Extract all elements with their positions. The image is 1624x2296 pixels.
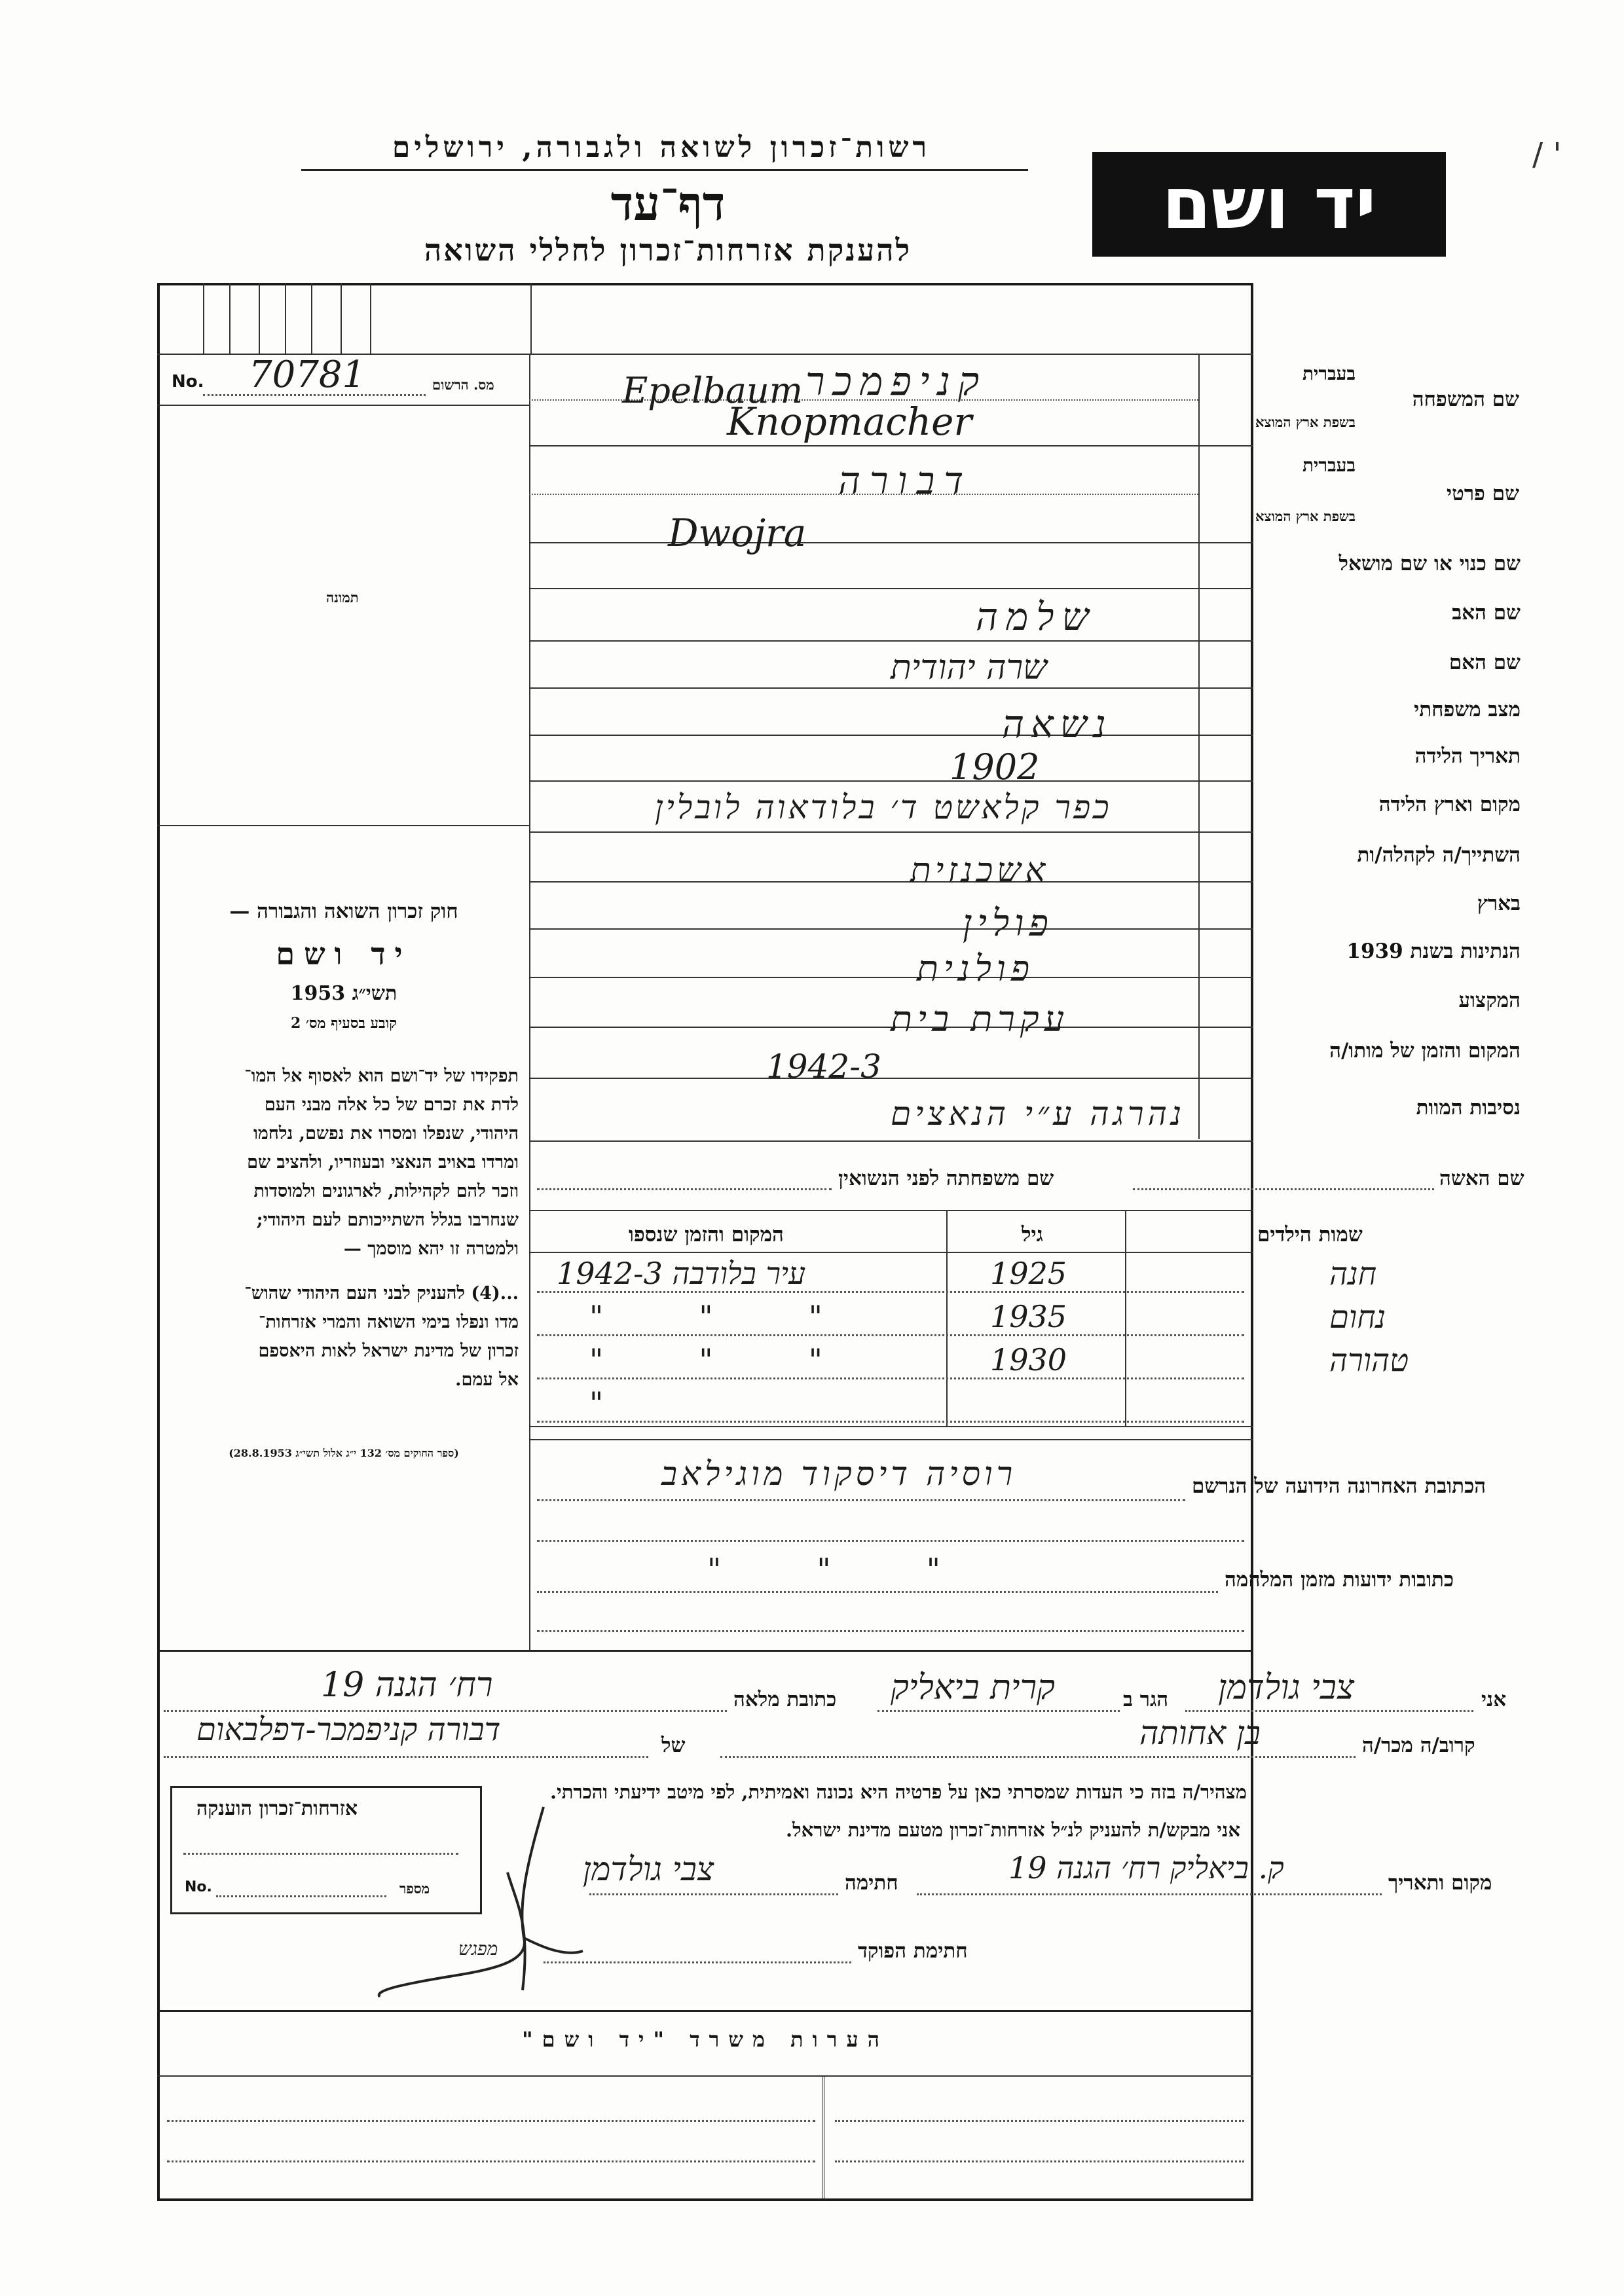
left-column-border	[529, 354, 530, 1650]
photo-label: תמונה	[326, 589, 359, 606]
stamp-no-label: No.	[185, 1879, 212, 1895]
divider	[157, 825, 530, 826]
notes-dotline	[835, 2160, 1244, 2162]
war-address-ditto: " " "	[707, 1552, 940, 1587]
divider	[529, 1426, 1253, 1427]
officer-signature-label: חתימת הפוקד	[858, 1939, 968, 1963]
law-title: חוק זכרון השואה והגבורה —	[229, 900, 458, 923]
stamp-box-title: אזרחות־זכרון הוענקה	[196, 1797, 358, 1820]
notes-title: הערות משרד "יד ושם"	[521, 2027, 889, 2052]
maiden-dotline	[537, 1188, 832, 1190]
relation-value: בן אחותה	[1139, 1714, 1261, 1752]
children-row-dotline	[537, 1334, 1244, 1336]
child-death-place: " " "	[589, 1299, 822, 1334]
law-year: תשי״ג 1953	[290, 982, 397, 1005]
children-col-divider	[946, 1210, 948, 1426]
address-dotline	[537, 1540, 1244, 1542]
last-address-label: הכתובת האחרונה הידועה של הנרשם	[1192, 1474, 1486, 1498]
section-divider	[157, 1650, 1253, 1652]
law-name: יד ושם	[276, 936, 412, 972]
profession: עקרת בית	[891, 998, 1070, 1040]
row-divider	[529, 542, 1253, 543]
registration-no-label: No.	[172, 372, 204, 392]
officer-mark: מפגש	[458, 1938, 498, 1959]
child-age: 1935	[990, 1299, 1067, 1334]
children-header-divider	[529, 1252, 1253, 1253]
row-divider	[529, 881, 1253, 883]
law-line: וזכר להם לקהילות, לארגונים ולמוסדות	[253, 1181, 519, 1201]
place-date-dotline	[917, 1893, 1382, 1895]
child-name: חנה	[1329, 1256, 1377, 1292]
wife-dotline	[1133, 1188, 1434, 1190]
signature-value: צבי גולדמן	[583, 1850, 714, 1888]
child-name: טהורה	[1329, 1342, 1409, 1379]
law-line: תפקידו של יד־ושם הוא לאסוף אל המו־	[244, 1066, 519, 1086]
law-line: ומרדו באויב הנאצי ובעוזריו, ולהציב שם	[247, 1152, 519, 1173]
marital-status-label: מצב משפחתי	[1414, 698, 1521, 721]
relation-label: קרוב/ה מכר/ה	[1362, 1734, 1475, 1757]
law-citation: (ספר החוקים מס׳ 132 י״ג אלול תשי״ג 28.8.1953)	[229, 1447, 459, 1459]
maiden-name-label: שם משפחתה לפני הנשואין	[838, 1167, 1054, 1190]
war-addresses-label: כתובות ידועות מזמן המלחמה	[1225, 1568, 1454, 1592]
war-address-dotline	[537, 1591, 1218, 1593]
first-name-label: שם פרטי	[1446, 482, 1519, 505]
child-age: 1930	[990, 1342, 1067, 1377]
first-name-hebrew: דבורה	[838, 458, 973, 503]
notes-column-divider	[822, 2075, 824, 2201]
of-value: דבורה קניפמכר-דפלבאום	[196, 1711, 501, 1748]
father-name: שלמה	[976, 594, 1097, 639]
cell-divider	[259, 283, 260, 354]
community: אשכנזית	[910, 851, 1050, 890]
divider	[157, 405, 530, 406]
mother-name: שרה יהודית	[891, 648, 1047, 687]
row-divider	[529, 928, 1253, 930]
father-label: שם האב	[1452, 601, 1521, 625]
row-divider	[529, 445, 1253, 446]
law-line: היהודי, שנפלו ומסרו את נפשם, נלחמו	[253, 1123, 519, 1144]
cell-divider	[370, 283, 371, 354]
mother-label: שם האם	[1449, 651, 1521, 674]
row-divider	[529, 588, 1253, 589]
declaration-request: אני מבקש/ת להעניק לנ״ל אזרחות־זכרון מטעם מדינת ישראל.	[786, 1819, 1240, 1841]
marital-status: נשאה	[1002, 702, 1113, 746]
death-date: 1942-3	[766, 1048, 881, 1085]
cell-divider	[203, 283, 204, 354]
profession-label: המקצוע	[1458, 989, 1521, 1012]
law-line: לדת את זכרם של כל אלה מבני העם	[264, 1095, 519, 1115]
address-value: רח׳ הגנה 19	[321, 1666, 493, 1705]
stamp-no-dotline	[216, 1895, 386, 1897]
cell-divider	[341, 283, 342, 354]
divider	[529, 1210, 1253, 1211]
family-name-hebrew-sublabel: בעברית	[1302, 363, 1356, 384]
birth-date: 1902	[950, 746, 1040, 788]
relation-dotline	[720, 1756, 1356, 1758]
family-name-hebrew: קניפמכר	[805, 359, 987, 405]
address-label: כתובת מלאה	[733, 1688, 837, 1711]
death-circumstances-label: נסיבות המוות	[1416, 1096, 1521, 1120]
row-divider	[529, 735, 1253, 736]
law-line: ...(4) להעניק לבני העם היהודי שהוש־	[244, 1283, 519, 1303]
child-death-place: "	[589, 1385, 604, 1421]
of-label: של	[661, 1734, 686, 1757]
notes-divider	[157, 2075, 1253, 2077]
resides-dotline	[877, 1710, 1120, 1712]
cell-divider	[311, 283, 312, 354]
corner-mark: / '	[1532, 136, 1562, 173]
citizenship-label: הנתינות בשנת 1939	[1346, 939, 1521, 963]
row-divider	[529, 1078, 1253, 1079]
resides-value: קרית ביאליק	[891, 1668, 1055, 1707]
declarant-dotline	[1185, 1710, 1473, 1712]
family-name-latin-2: Knopmacher	[727, 399, 972, 444]
page-subtitle: להענקת אזרחות־זכרון לחללי השואה	[424, 232, 912, 268]
law-line: שנחרבו בגלל השתייכותם לעם היהודי;	[256, 1210, 519, 1230]
place-date-value: ק. ביאליק רח׳ הגנה 19	[1008, 1850, 1284, 1886]
first-name-hebrew-sublabel: בעברית	[1302, 454, 1356, 476]
authority-underline	[301, 169, 1028, 171]
yad-vashem-logo: יד ושם	[1092, 152, 1446, 257]
country: פולין	[963, 902, 1054, 945]
children-col-divider	[1125, 1210, 1126, 1426]
divider	[529, 1140, 1253, 1142]
death-place-time-header: המקום והזמן שנספו	[629, 1223, 784, 1247]
divider	[529, 1439, 1253, 1440]
declarant-name: צבי גולדמן	[1218, 1668, 1355, 1707]
children-row-dotline	[537, 1377, 1244, 1379]
row-divider	[529, 831, 1253, 833]
birth-place-label: מקום וארץ הלידה	[1378, 793, 1521, 816]
row-divider	[529, 977, 1253, 978]
law-line: מדו ונפלו בימי השואה והמרי אזרחות־	[258, 1312, 519, 1332]
signature-dotline	[589, 1893, 838, 1895]
row-divider	[529, 640, 1253, 642]
notes-dotline	[167, 2120, 815, 2122]
signature-label: חתימה	[845, 1871, 898, 1895]
stamp-dotline	[183, 1853, 458, 1855]
authority-name: רשות־זכרון לשואה ולגבורה, ירושלים	[392, 131, 931, 164]
law-line: זכרון של מדינת ישראל לאות היאספם	[258, 1341, 519, 1361]
of-dotline	[164, 1756, 648, 1758]
nickname-label: שם כנוי או שם מושאל	[1338, 552, 1521, 575]
family-name-label: שם המשפחה	[1412, 388, 1519, 411]
child-death-place: " " "	[589, 1342, 822, 1377]
notes-dotline	[167, 2160, 815, 2162]
row-divider	[529, 780, 1253, 782]
law-clause: קובע בסעיף מס׳ 2	[290, 1015, 397, 1032]
birth-place: כפר קלאשט ד׳ בלודאוה לובלין	[655, 788, 1112, 826]
notes-dotline	[835, 2120, 1244, 2122]
family-name-origin-sublabel: בשפת ארץ המוצא	[1255, 414, 1356, 430]
label-column-border	[1198, 354, 1200, 1139]
community-label: השתייך/ה לקהלה/ות	[1357, 843, 1521, 867]
children-names-header: שמות הילדים	[1257, 1223, 1363, 1247]
first-name-latin: Dwojra	[668, 511, 807, 555]
cell-divider	[530, 283, 532, 354]
birth-date-label: תאריך הלידה	[1414, 744, 1521, 768]
age-header: גיל	[1022, 1223, 1043, 1247]
family-name-latin-1: Epelbaum	[622, 370, 803, 411]
declarant-label: אני	[1481, 1688, 1507, 1711]
children-row-dotline	[537, 1421, 1244, 1423]
wife-name-label: שם האשה	[1439, 1167, 1524, 1190]
first-name-origin-sublabel: בשפת ארץ המוצא	[1255, 508, 1356, 524]
row-divider	[529, 687, 1253, 689]
declaration-statement: מצהיר/ה בזה כי העדות שמסרתי כאן על פרטיה היא נכונה ואמיתית, לפי מיטב ידיעתי והכרתי.	[550, 1781, 1247, 1803]
place-date-label: מקום ותאריך	[1388, 1871, 1492, 1895]
page-title: דף־עד	[610, 175, 726, 231]
last-address-dotline	[537, 1499, 1185, 1501]
resides-label: הגר ב	[1123, 1688, 1169, 1711]
death-place-time-label: המקום והזמן של מותו/ה	[1329, 1039, 1521, 1063]
country-label: בארץ	[1477, 892, 1521, 915]
child-age: 1925	[990, 1256, 1067, 1291]
registration-label: מס. הרשום	[432, 376, 494, 393]
registration-number: 70781	[249, 354, 366, 396]
cell-divider	[229, 283, 231, 354]
war-address-dotline-2	[537, 1630, 1244, 1632]
child-name: נחום	[1329, 1299, 1386, 1336]
law-line: אל עמם.	[455, 1370, 519, 1390]
law-line: ולמטרה זו יהא מוסמך —	[343, 1239, 519, 1259]
cell-divider	[285, 283, 286, 354]
last-address: רוסיה דיסקוד מוגילאב	[661, 1455, 1017, 1493]
children-row-dotline	[537, 1291, 1244, 1293]
citizenship: פולנית	[917, 948, 1035, 989]
child-death-place: עיר בלודבה 1942-3	[557, 1256, 806, 1291]
stamp-number-label: מספר	[399, 1880, 430, 1897]
death-circumstances: נהרגה ע״י הנאצים	[891, 1095, 1186, 1133]
section-divider	[157, 2010, 1253, 2012]
